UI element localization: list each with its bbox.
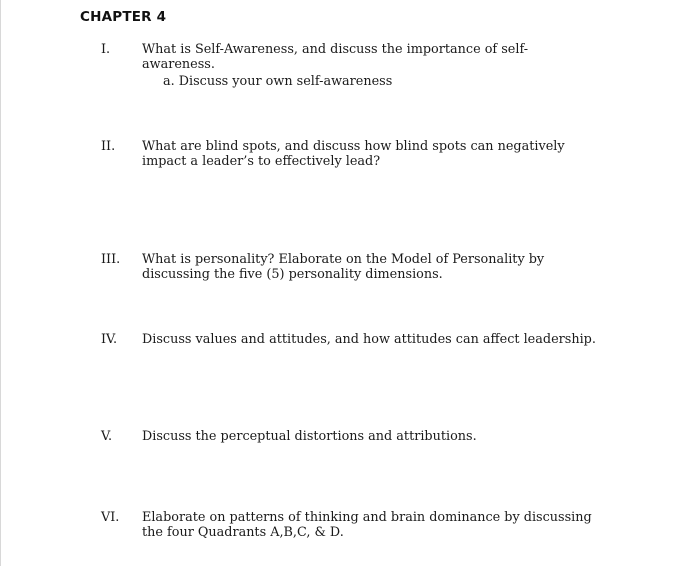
question-line: impact a leader’s to effectively lead? bbox=[142, 154, 381, 169]
question-numeral: VI. bbox=[101, 510, 120, 525]
question-line: Discuss values and attitudes, and how attitudes can affect leadership. bbox=[142, 332, 596, 347]
question-numeral: I. bbox=[101, 42, 111, 57]
question-numeral: III. bbox=[101, 252, 121, 267]
question-line: the four Quadrants A,B,C, & D. bbox=[142, 525, 344, 540]
question-line: Elaborate on patterns of thinking and brain dominance by discussing bbox=[142, 510, 592, 525]
question-numeral: II. bbox=[101, 139, 116, 154]
question-numeral: IV. bbox=[101, 332, 118, 347]
question-text bbox=[142, 139, 632, 169]
question-text bbox=[142, 332, 662, 347]
question-line: What is Self-Awareness, and discuss the importance of self- bbox=[142, 42, 529, 57]
question-numeral: V. bbox=[101, 429, 113, 444]
question-text bbox=[142, 252, 632, 282]
question-text bbox=[142, 429, 632, 444]
question-text bbox=[142, 42, 632, 72]
question-subitem: a. Discuss your own self-awareness bbox=[163, 74, 393, 89]
question-line: What are blind spots, and discuss how blind spots can negatively bbox=[142, 139, 565, 154]
question-line: Discuss the perceptual distortions and attributions. bbox=[142, 429, 477, 444]
chapter-heading: CHAPTER 4 bbox=[80, 9, 167, 25]
question-line: What is personality? Elaborate on the Model of Personality by bbox=[142, 252, 545, 267]
question-text bbox=[142, 510, 632, 540]
question-line: discussing the five (5) personality dimensions. bbox=[142, 267, 443, 282]
question-line: awareness. bbox=[142, 57, 215, 72]
